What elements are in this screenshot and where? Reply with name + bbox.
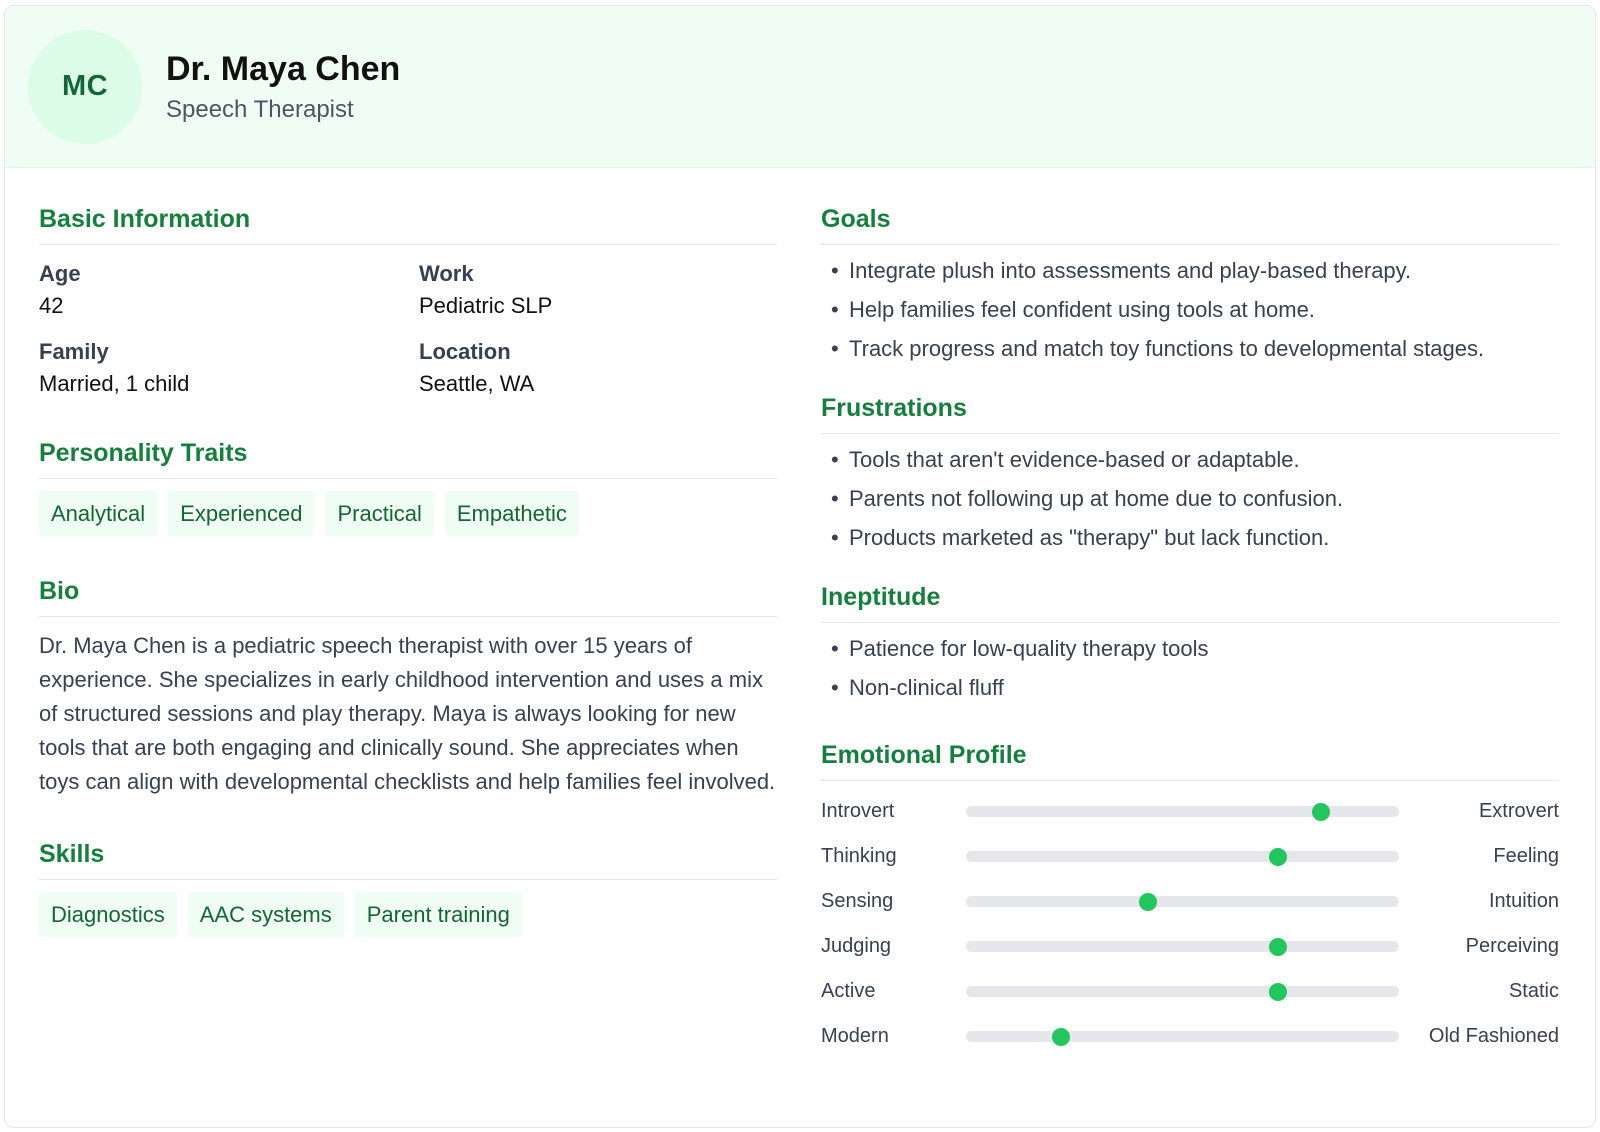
emo-slider-track (966, 986, 1399, 997)
info-work (419, 260, 777, 320)
skill-tag: AAC systems (188, 892, 344, 937)
skills-title: Skills (39, 839, 777, 880)
emo-slider-dot (1269, 983, 1287, 1001)
emo-right-label: Feeling (1493, 845, 1559, 867)
frustrations-title: Frustrations (821, 393, 1559, 434)
info-location (419, 338, 777, 398)
info-label: Age (39, 261, 81, 286)
basic-info-grid (39, 260, 777, 398)
persona-header (5, 6, 1595, 168)
emo-right-label: Intuition (1488, 890, 1559, 912)
trait-tag: Analytical (39, 491, 157, 536)
info-age (39, 260, 419, 320)
emo-left-label: Modern (821, 1025, 889, 1047)
emo-left-label: Active (821, 980, 876, 1002)
ineptitude-title: Ineptitude (821, 582, 1559, 623)
list-item: • Track progress and match toy functions to developmental stages. (821, 335, 1559, 363)
goals-list (821, 257, 1559, 363)
list-item: • Products marketed as "therapy" but lack function. (821, 524, 1559, 552)
emo-row-thinking-feeling (821, 834, 1559, 879)
emo-left-label: Thinking (821, 845, 897, 867)
skill-tag: Diagnostics (39, 892, 177, 937)
emotional-profile-title: Emotional Profile (821, 740, 1559, 781)
personality-tags (39, 491, 777, 536)
emo-right-label: Old Fashioned (1428, 1025, 1559, 1047)
emo-slider-dot (1139, 893, 1157, 911)
emo-right-label: Extrovert (1478, 800, 1559, 822)
info-label: Work (419, 261, 474, 286)
persona-body (5, 168, 1595, 1059)
header-text (166, 49, 400, 125)
emo-slider-track (966, 806, 1399, 817)
trait-tag: Practical (325, 491, 433, 536)
list-item: • Tools that aren't evidence-based or adaptable. (821, 446, 1559, 474)
list-item: • Patience for low-quality therapy tools (821, 635, 1559, 663)
emo-slider-dot (1269, 938, 1287, 956)
trait-tag: Empathetic (445, 491, 579, 536)
basic-info-title: Basic Information (39, 204, 777, 245)
emo-left-label: Sensing (821, 890, 894, 912)
persona-role: Speech Therapist (166, 95, 354, 123)
emo-row-active-static (821, 969, 1559, 1014)
info-family (39, 338, 419, 398)
list-item: • Non-clinical fluff (821, 674, 1559, 702)
persona-card (4, 5, 1596, 1128)
persona-name: Dr. Maya Chen (166, 49, 401, 88)
info-value: 42 (39, 293, 64, 318)
info-value: Pediatric SLP (419, 293, 553, 318)
emo-slider-dot (1269, 848, 1287, 866)
info-value: Married, 1 child (39, 371, 190, 396)
avatar (28, 30, 142, 144)
info-label: Family (39, 339, 109, 364)
emo-left-label: Introvert (821, 800, 895, 822)
right-column (821, 204, 1559, 1059)
left-column (39, 204, 777, 1059)
list-item: • Integrate plush into assessments and play-based therapy. (821, 257, 1559, 285)
bio-text: Dr. Maya Chen is a pediatric speech therapist with over 15 years of experience. She specializes in early childhood intervention and uses a mix of structured sessions and play therapy. Maya is always looking for new tools that are both engaging and clinically sound. She appreciates when toys can align with developmental checklists and help families feel involved. (39, 633, 776, 794)
emo-row-judging-perceiving (821, 924, 1559, 969)
emo-left-label: Judging (821, 935, 892, 957)
emo-row-modern-old-fashioned (821, 1014, 1559, 1059)
avatar-initials: MC (61, 70, 109, 102)
skill-tag: Parent training (355, 892, 522, 937)
emo-row-sensing-intuition (821, 879, 1559, 924)
emotional-profile (821, 789, 1559, 1059)
emo-right-label: Perceiving (1465, 935, 1559, 957)
trait-tag: Experienced (168, 491, 314, 536)
bio-title: Bio (39, 576, 777, 617)
frustrations-list (821, 446, 1559, 552)
emo-right-label: Static (1508, 980, 1559, 1002)
emo-slider-track (966, 1031, 1399, 1042)
emo-slider-dot (1312, 803, 1330, 821)
emo-slider-track (966, 896, 1399, 907)
list-item: • Help families feel confident using tools at home. (821, 296, 1559, 324)
info-label: Location (419, 339, 511, 364)
emo-slider-track (966, 851, 1399, 862)
goals-title: Goals (821, 204, 1559, 245)
emo-row-introvert-extrovert (821, 789, 1559, 834)
info-value: Seattle, WA (419, 371, 535, 396)
emo-slider-track (966, 941, 1399, 952)
skills-tags (39, 892, 777, 937)
ineptitude-list (821, 635, 1559, 702)
emo-slider-dot (1052, 1028, 1070, 1046)
personality-title: Personality Traits (39, 438, 777, 479)
list-item: • Parents not following up at home due to confusion. (821, 485, 1559, 513)
